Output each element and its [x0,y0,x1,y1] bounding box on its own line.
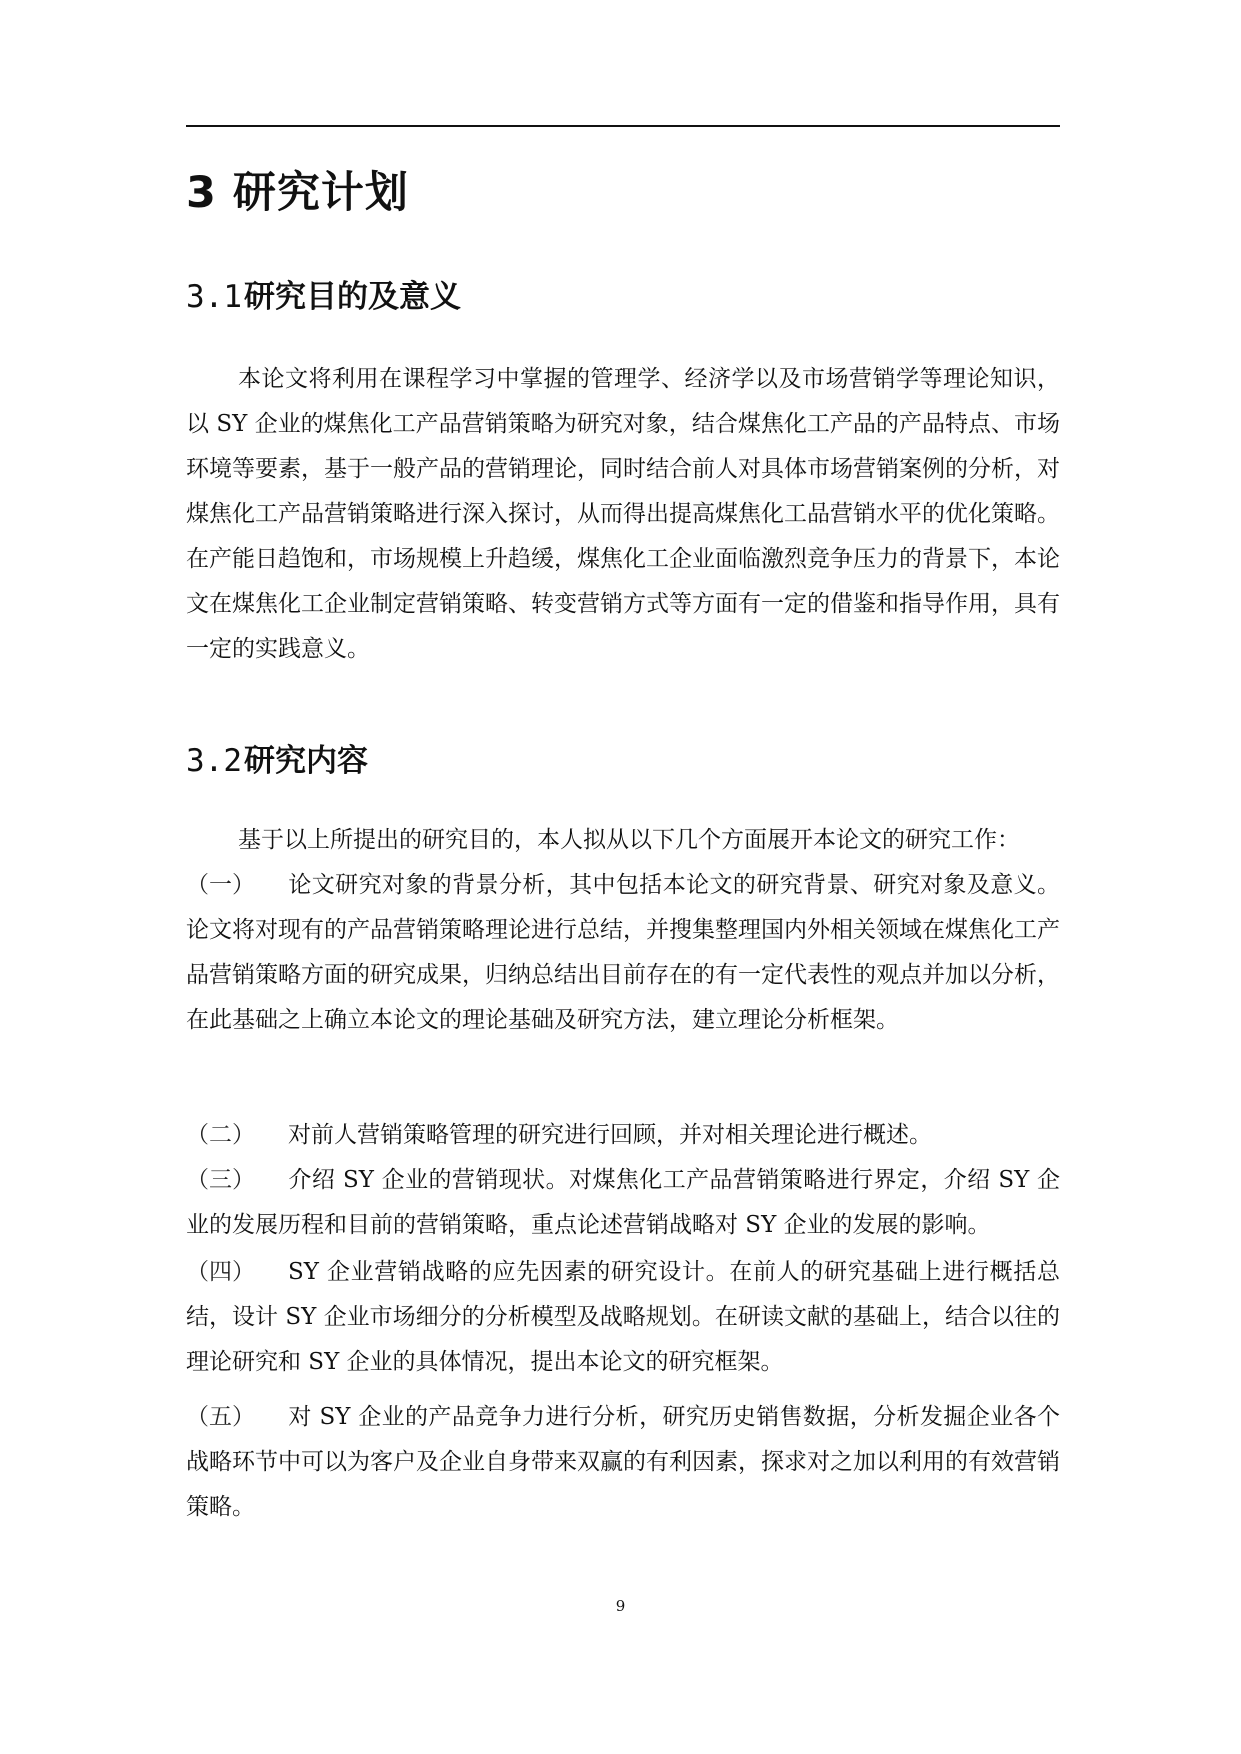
section-title-text: 研究内容 [244,743,368,779]
item-text: 论文研究对象的背景分析，其中包括本论文的研究背景、研究对象及意义。论文将对现有的产品营销策略理论进行总结，并搜集整理国内外相关领域在煤焦化工产品营销策略方面的研究成果，归纳总结出目前存在的有一定代表性的观点并加以分析，在此基础之上确立本论文的理论基础及研究方法，建立理论分析框架。 [186,872,1060,1033]
item-marker: （四） [186,1259,255,1285]
item-text: 介绍 SY 企业的营销现状。对煤焦化工产品营销策略进行界定，介绍 SY 企业的发展历程和目前的营销策略，重点论述营销战略对 SY 企业的发展的影响。 [186,1167,1060,1238]
section-number: 3.1 [186,279,242,315]
chapter-title: 3 研究计划 [186,168,409,218]
item-marker: （五） [186,1404,255,1430]
item-text: 对前人营销策略管理的研究进行回顾，并对相关理论进行概述。 [288,1122,932,1148]
item-marker: （三） [186,1167,255,1193]
item-marker: （二） [186,1122,255,1148]
section-heading-3-1 [186,272,461,322]
section-3-2-intro: 基于以上所提出的研究目的，本人拟从以下几个方面展开本论文的研究工作： [238,827,1020,853]
research-item-2 [186,1113,1060,1158]
section-number: 3.2 [186,743,242,779]
research-item-5 [186,1395,1060,1530]
research-item-1 [186,863,1060,1043]
section-title-text: 研究目的及意义 [244,279,461,315]
header-rule [186,125,1060,127]
research-item-4 [186,1250,1060,1385]
research-item-3 [186,1158,1060,1248]
section-heading-3-2 [186,736,368,786]
item-text: SY 企业营销战略的应先因素的研究设计。在前人的研究基础上进行概括总结，设计 SY 企业市场细分的分析模型及战略规划。在研读文献的基础上，结合以往的理论研究和 SY 企业的具体情况，提出本论文的研究框架。 [186,1259,1060,1375]
section-3-1-paragraph: 本论文将利用在课程学习中掌握的管理学、经济学以及市场营销学等理论知识，以 SY 企业的煤焦化工产品营销策略为研究对象，结合煤焦化工产品的产品特点、市场环境等要素，基于一般产品的营销理论，同时结合前人对具体市场营销案例的分析，对煤焦化工产品营销策略进行深入探讨，从而得出提高煤焦化工品营销水平的优化策略。在产能日趋饱和，市场规模上升趋缓，煤焦化工企业面临激烈竞争压力的背景下，本论文在煤焦化工企业制定营销策略、转变营销方式等方面有一定的借鉴和指导作用，具有一定的实践意义。 [186,366,1060,662]
item-marker: （一） [186,872,255,898]
item-text: 对 SY 企业的产品竞争力进行分析，研究历史销售数据，分析发掘企业各个战略环节中可以为客户及企业自身带来双赢的有利因素，探求对之加以利用的有效营销策略。 [186,1404,1060,1520]
page-number: 9 [615,1597,626,1615]
